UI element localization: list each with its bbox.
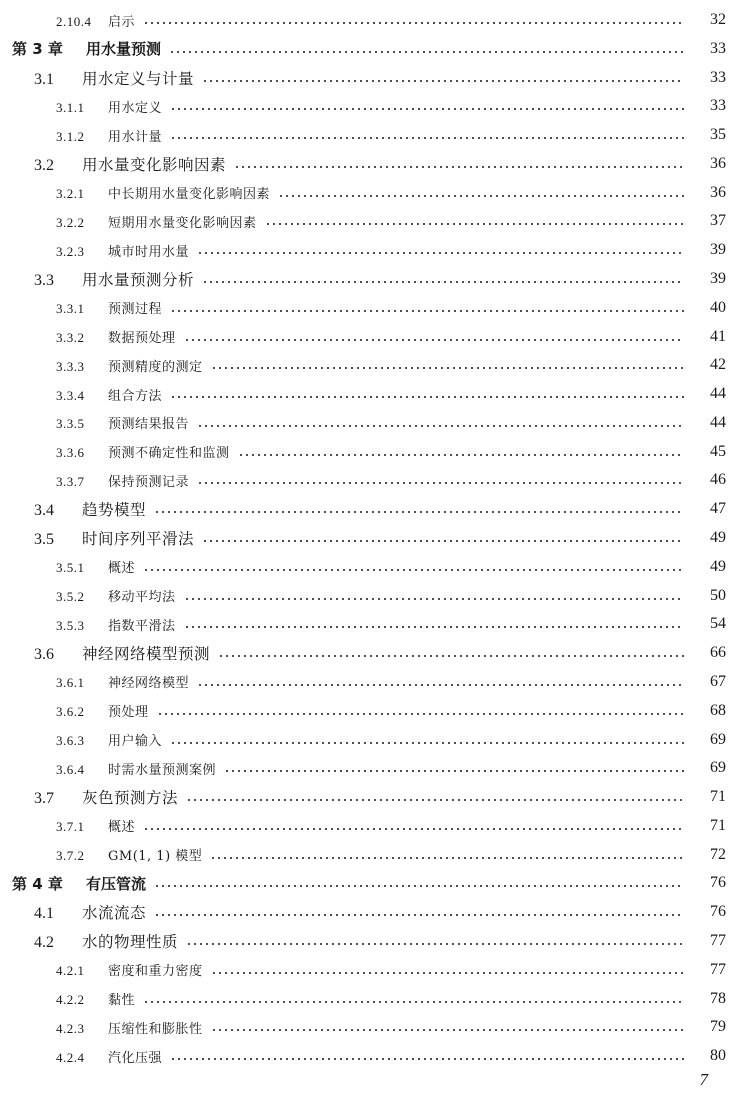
dot-leader <box>170 309 684 313</box>
toc-entry-label <box>56 759 216 778</box>
toc-entry-title: 用水定义 <box>108 100 163 116</box>
toc-section-entry[interactable] <box>0 64 750 92</box>
toc-entry-title: 指数平滑法 <box>108 618 176 634</box>
toc-entry-label <box>56 471 189 490</box>
dot-leader <box>186 798 684 802</box>
dot-leader <box>154 913 684 917</box>
toc-entry-number: 3.7.2 <box>56 848 85 864</box>
toc-entry-label <box>12 873 146 894</box>
dot-leader <box>186 942 684 946</box>
dot-leader <box>143 568 684 572</box>
toc-entry-number: 3.2.2 <box>56 214 85 230</box>
toc-entry-label <box>34 498 146 520</box>
toc-subsection-entry[interactable] <box>0 236 750 264</box>
toc-entry-number: 3.6 <box>34 646 54 664</box>
toc-entry-label <box>56 442 230 461</box>
dot-leader <box>202 539 684 543</box>
toc-subsection-entry[interactable] <box>0 351 750 379</box>
toc-entry-page: 49 <box>710 557 726 575</box>
toc-subsection-entry[interactable] <box>0 697 750 725</box>
toc-entry-page: 71 <box>710 816 726 834</box>
toc-entry-title: 密度和重力密度 <box>108 964 203 980</box>
toc-entry-number: 3.6.4 <box>56 761 85 777</box>
toc-entry-title: 组合方法 <box>108 388 163 404</box>
toc-entry-number: 3.1.1 <box>56 99 85 115</box>
toc-entry-label <box>34 527 194 549</box>
toc-subsection-entry[interactable] <box>0 466 750 494</box>
toc-entry-label <box>34 642 210 664</box>
dot-leader <box>184 625 684 629</box>
toc-entry-title: 时间序列平滑法 <box>82 530 195 549</box>
toc-entry-page: 47 <box>710 500 726 518</box>
toc-entry-page: 68 <box>710 701 726 719</box>
dot-leader <box>197 424 684 428</box>
toc-entry-title: 数据预处理 <box>108 331 176 347</box>
toc-entry-title: 水的物理性质 <box>82 932 179 951</box>
toc-entry-title: 用户输入 <box>108 734 163 749</box>
toc-entry-page: 33 <box>710 68 726 86</box>
toc-entry-number: 4.2.3 <box>56 1020 85 1036</box>
toc-entry-page: 44 <box>710 385 726 403</box>
toc-entry-number: 4.2 <box>34 933 54 951</box>
toc-entry-page: 37 <box>710 212 726 230</box>
toc-entry-label <box>34 786 178 808</box>
toc-entry-title: 用水定义与计量 <box>82 69 195 88</box>
toc-entry-page: 33 <box>710 97 726 115</box>
dot-leader <box>170 395 684 399</box>
toc-entry-number: 3.1.2 <box>56 128 85 144</box>
toc-entry-title: 预测结果报告 <box>108 417 190 433</box>
toc-entry-label <box>56 1018 203 1037</box>
dot-leader <box>197 251 684 255</box>
toc-entry-page: 39 <box>710 270 726 288</box>
toc-entry-title: 短期用水量变化影响因素 <box>108 215 257 231</box>
toc-entry-number: 3.3.1 <box>56 301 85 317</box>
toc-entry-title: 水流流态 <box>82 904 147 923</box>
toc-entry-number: 4.2.2 <box>56 992 85 1008</box>
toc-subsection-entry[interactable] <box>0 1042 750 1070</box>
toc-entry-page: 76 <box>710 903 726 921</box>
toc-entry-title: 启示 <box>108 14 136 30</box>
toc-entry-page: 32 <box>710 11 726 28</box>
toc-subsection-entry[interactable] <box>0 121 750 149</box>
toc-entry-number: 3.7 <box>34 790 54 808</box>
toc-entry-label <box>56 183 270 202</box>
toc-subsection-entry[interactable] <box>0 668 750 696</box>
toc-entry-number: 2.10.4 <box>56 13 92 29</box>
toc-entry-label <box>34 901 146 923</box>
toc-entry-number: 3.4 <box>34 502 54 520</box>
toc-subsection-entry[interactable] <box>0 553 750 581</box>
toc-entry-number: 3.3.7 <box>56 473 85 489</box>
toc-subsection-entry[interactable] <box>0 294 750 322</box>
toc-entry-title: 用水量预测分析 <box>82 271 195 290</box>
toc-entry-title: 城市时用水量 <box>108 244 190 260</box>
toc-entry-page: 78 <box>710 989 726 1007</box>
toc-chapter-entry[interactable] <box>0 869 750 897</box>
dot-leader <box>210 856 684 860</box>
dot-leader <box>278 194 684 198</box>
toc-subsection-entry[interactable] <box>0 812 750 840</box>
toc-entry-title: 用水量变化影响因素 <box>82 155 227 174</box>
toc-entry-page: 72 <box>710 845 726 863</box>
toc-entry-page: 45 <box>710 442 726 460</box>
toc-entry-label <box>34 67 194 89</box>
toc-entry-number: 3.5.1 <box>56 560 85 576</box>
toc-entry-title: 预处理 <box>108 705 149 721</box>
toc-entry-title: 神经网络模型预测 <box>82 645 211 664</box>
toc-subsection-entry[interactable] <box>0 985 750 1013</box>
dot-leader <box>170 107 684 111</box>
toc-entry-label <box>56 1047 162 1066</box>
toc-entry-label <box>56 701 149 720</box>
toc-section-entry[interactable] <box>0 495 750 523</box>
dot-leader <box>211 366 684 370</box>
toc-entry-title: 预测过程 <box>108 302 163 318</box>
toc-subsection-entry[interactable] <box>0 582 750 610</box>
toc-entry-label <box>56 557 135 576</box>
toc-entry-page: 35 <box>710 126 726 144</box>
toc-entry-label <box>56 385 162 404</box>
toc-entry-number: 3.3.3 <box>56 358 85 374</box>
toc-subsection-entry[interactable] <box>0 380 750 408</box>
toc-entry-title: 概述 <box>108 820 136 836</box>
toc-subsection-entry[interactable] <box>0 409 750 437</box>
toc-entry-title: 保持预测记录 <box>108 474 190 490</box>
toc-entry-title: 黏性 <box>108 993 136 1009</box>
dot-leader <box>170 741 684 745</box>
toc-entry-page: 36 <box>710 154 726 172</box>
toc-entry-label <box>56 989 135 1008</box>
dot-leader <box>143 21 684 25</box>
toc-entry-page: 41 <box>710 327 726 345</box>
toc-entry-page: 77 <box>710 960 726 978</box>
dot-leader <box>170 136 684 140</box>
dot-leader <box>218 654 684 658</box>
toc-subsection-entry[interactable] <box>0 6 750 34</box>
dot-leader <box>170 1057 684 1061</box>
toc-entry-title: 神经网络模型 <box>108 676 190 692</box>
toc-entry-label <box>56 960 203 979</box>
dot-leader <box>157 712 684 716</box>
dot-leader <box>143 1000 684 1004</box>
toc-entry-number: 3.5.2 <box>56 589 85 605</box>
toc-entry-number: 第 4 章 <box>12 874 63 893</box>
toc-entry-page: 71 <box>710 788 726 806</box>
page-number: 7 <box>699 1070 708 1089</box>
toc-entry-title: 压缩性和膨胀性 <box>108 1021 203 1037</box>
toc-entry-label <box>56 356 203 375</box>
dot-leader <box>238 453 684 457</box>
toc-entry-label <box>34 153 226 175</box>
toc-chapter-entry[interactable] <box>0 35 750 63</box>
toc-entry-label <box>34 930 178 952</box>
toc-entry-page: 40 <box>710 298 726 316</box>
toc-subsection-entry[interactable] <box>0 179 750 207</box>
dot-leader <box>197 481 684 485</box>
dot-leader <box>202 79 684 83</box>
toc-entry-label <box>56 845 202 864</box>
toc-subsection-entry[interactable] <box>0 323 750 351</box>
toc-entry-page: 50 <box>710 586 726 604</box>
toc-entry-title: 汽化压强 <box>108 1050 163 1066</box>
toc-entry-title: 移动平均法 <box>108 590 176 606</box>
toc-entry-label <box>56 413 189 432</box>
toc-section-entry[interactable] <box>0 150 750 178</box>
toc-entry-number: 4.1 <box>34 905 54 923</box>
dot-leader <box>169 50 684 54</box>
dot-leader <box>143 827 684 831</box>
toc-entry-number: 4.2.1 <box>56 963 85 979</box>
toc-entry-label <box>56 11 135 30</box>
toc-entry-page: 39 <box>710 241 726 259</box>
dot-leader <box>154 510 684 514</box>
toc-subsection-entry[interactable] <box>0 92 750 120</box>
toc-entry-title: 时需水量预测案例 <box>108 762 217 778</box>
toc-entry-number: 3.5.3 <box>56 617 85 633</box>
toc-section-entry[interactable] <box>0 898 750 926</box>
toc-subsection-entry[interactable] <box>0 754 750 782</box>
toc-entry-number: 3.1 <box>34 70 54 88</box>
toc-subsection-entry[interactable] <box>0 610 750 638</box>
toc-entry-number: 3.6.2 <box>56 704 85 720</box>
toc-entry-page: 33 <box>710 39 726 57</box>
toc-entry-page: 67 <box>710 672 726 690</box>
toc-subsection-entry[interactable] <box>0 841 750 869</box>
dot-leader <box>234 165 684 169</box>
dot-leader <box>265 222 684 226</box>
dot-leader <box>184 597 684 601</box>
toc-entry-number: 3.6.1 <box>56 675 85 691</box>
toc-entry-label <box>56 672 189 691</box>
toc-entry-number: 3.2 <box>34 156 54 174</box>
toc-entry-label <box>56 615 176 634</box>
toc-entry-title: 灰色预测方法 <box>82 789 179 808</box>
toc-subsection-entry[interactable] <box>0 438 750 466</box>
toc-entry-title: 趋势模型 <box>82 501 147 520</box>
dot-leader <box>154 884 684 888</box>
toc-entry-title: 用水量预测 <box>86 40 162 59</box>
toc-entry-page: 79 <box>710 1018 726 1036</box>
toc-entry-number: 第 3 章 <box>12 40 63 59</box>
dot-leader <box>224 769 684 773</box>
toc-entry-number: 3.2.3 <box>56 243 85 259</box>
toc-subsection-entry[interactable] <box>0 956 750 984</box>
toc-entry-label <box>12 38 161 59</box>
toc-entry-page: 42 <box>710 356 726 374</box>
dot-leader <box>211 1028 684 1032</box>
toc-entry-label <box>34 268 194 290</box>
toc-section-entry[interactable] <box>0 524 750 552</box>
toc-section-entry[interactable] <box>0 265 750 293</box>
toc-entry-page: 69 <box>710 730 726 748</box>
dot-leader <box>197 683 684 687</box>
toc-entry-number: 3.3.5 <box>56 416 85 432</box>
toc-entry-label <box>56 126 162 145</box>
toc-entry-number: 4.2.4 <box>56 1049 85 1065</box>
toc-entry-page: 76 <box>710 874 726 892</box>
toc-entry-title: 用水计量 <box>108 129 163 145</box>
toc-entry-label <box>56 212 257 231</box>
toc-entry-number: 3.2.1 <box>56 186 85 202</box>
toc-entry-title: 预测精度的测定 <box>108 359 203 375</box>
toc-entry-label <box>56 816 135 835</box>
dot-leader <box>184 338 684 342</box>
toc-entry-number: 3.5 <box>34 531 54 549</box>
dot-leader <box>202 280 684 284</box>
toc-entry-page: 77 <box>710 931 726 949</box>
toc-entry-title: GM(1, 1) 模型 <box>108 849 203 865</box>
toc-entry-page: 54 <box>710 615 726 633</box>
toc-entry-label <box>56 241 189 260</box>
toc-entry-page: 44 <box>710 413 726 431</box>
toc-subsection-entry[interactable] <box>0 1013 750 1041</box>
toc-entry-label <box>56 730 162 749</box>
toc-entry-title: 中长期用水量变化影响因素 <box>108 187 271 203</box>
toc-entry-label <box>56 327 176 346</box>
toc-entry-page: 66 <box>710 644 726 662</box>
toc-entry-page: 80 <box>710 1047 726 1065</box>
toc-subsection-entry[interactable] <box>0 726 750 754</box>
toc-section-entry[interactable] <box>0 783 750 811</box>
toc-entry-page: 49 <box>710 529 726 547</box>
toc-entry-title: 有压管流 <box>86 874 147 893</box>
toc-subsection-entry[interactable] <box>0 207 750 235</box>
toc-entry-label <box>56 97 162 116</box>
toc-entry-number: 3.7.1 <box>56 819 85 835</box>
toc-entry-number: 3.3 <box>34 272 54 290</box>
toc-entry-label <box>56 586 176 605</box>
toc-entry-page: 46 <box>710 471 726 489</box>
toc-entry-label <box>56 298 162 317</box>
toc-entry-title: 预测不确定性和监测 <box>108 446 230 462</box>
toc-entry-number: 3.3.4 <box>56 387 85 403</box>
toc-entry-number: 3.3.2 <box>56 330 85 346</box>
dot-leader <box>211 971 684 975</box>
toc-entry-page: 69 <box>710 759 726 777</box>
toc-entry-title: 概述 <box>108 561 136 577</box>
toc-section-entry[interactable] <box>0 927 750 955</box>
toc-entry-number: 3.3.6 <box>56 445 85 461</box>
toc-entry-page: 36 <box>710 183 726 201</box>
toc-section-entry[interactable] <box>0 639 750 667</box>
toc-entry-number: 3.6.3 <box>56 733 85 748</box>
